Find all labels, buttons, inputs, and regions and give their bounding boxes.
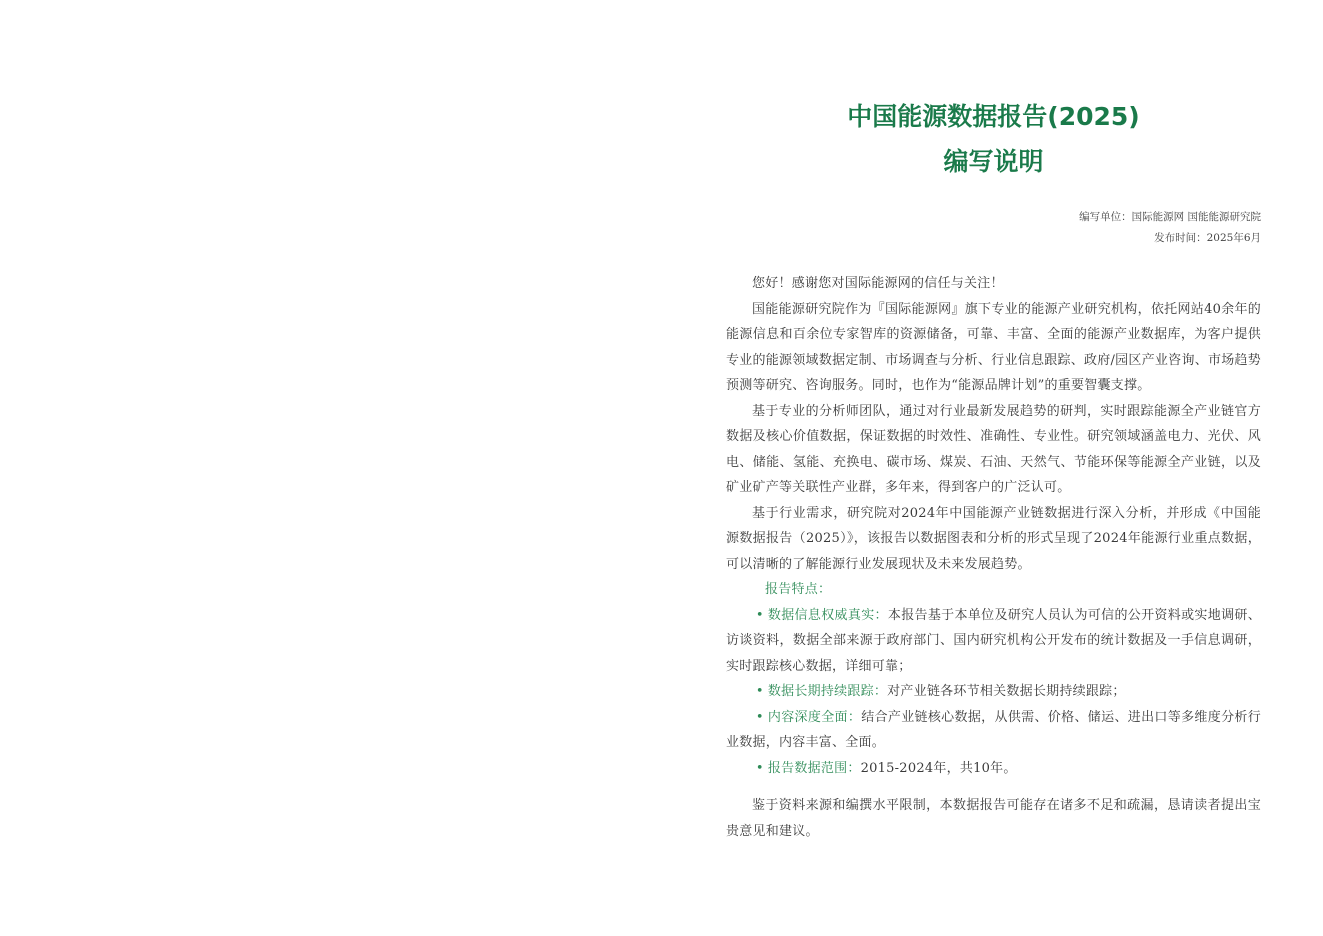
feature-key: 报告数据范围： xyxy=(767,760,861,776)
report-body xyxy=(726,271,1261,844)
feature-key: 数据信息权威真实： xyxy=(767,607,888,623)
feature-item xyxy=(726,705,1261,756)
bullet-icon: • xyxy=(755,709,764,725)
feature-key: 数据长期持续跟踪： xyxy=(767,684,888,699)
closing-paragraph: 鉴于资料来源和编撰水平限制，本数据报告可能存在诸多不足和疏漏，恳请读者提出宝贵意见和建议。 xyxy=(726,798,1261,839)
feature-text: 结合产业链核心数据，从供需、价格、储运、进出口等多维度分析行业数据，内容丰富、全面。 xyxy=(726,709,1261,750)
feature-text: 对产业链各环节相关数据长期持续跟踪； xyxy=(887,684,1126,699)
feature-key: 内容深度全面： xyxy=(767,709,862,725)
demand-paragraph: 基于行业需求，研究院对2024年中国能源产业链数据进行深入分析，并形成《中国能源数据报告（2025）》，该报告以数据图表和分析的形式呈现了2024年能源行业重点数据，可以清晰的了解能源行业发展现状及未来发展趋势。 xyxy=(726,505,1261,572)
report-title: 中国能源数据报告(2025) xyxy=(847,102,1140,131)
publish-date: 发布时间：2025年6月 xyxy=(1154,232,1261,244)
team-paragraph: 基于专业的分析师团队，通过对行业最新发展趋势的研判，实时跟踪能源全产业链官方数据及核心价值数据，保证数据的时效性、准确性、专业性。研究领域涵盖电力、光伏、风电、储能、氢能、充换电、碳市场、煤炭、石油、天然气、节能环保等能源全产业链，以及矿业矿产等关联性产业群，多年来，得到客户的广泛认可。 xyxy=(726,403,1261,495)
bullet-icon: • xyxy=(755,760,764,776)
feature-item xyxy=(726,679,1261,705)
report-subtitle: 编写说明 xyxy=(943,147,1044,176)
feature-item xyxy=(726,603,1261,680)
feature-item xyxy=(726,756,1261,782)
bullet-icon: • xyxy=(755,684,764,699)
features-heading: 报告特点： xyxy=(765,582,832,597)
feature-text: 2015-2024年，共10年。 xyxy=(860,760,1017,776)
bullet-icon: • xyxy=(755,607,764,623)
intro-paragraph: 国能能源研究院作为『国际能源网』旗下专业的能源产业研究机构，依托网站40余年的能源信息和百余位专家智库的资源储备，可靠、丰富、全面的能源产业数据库，为客户提供专业的能源领域数据定制、市场调查与分析、行业信息跟踪、政府/园区产业咨询、市场趋势预测等研究、咨询服务。同时，也作为“能源品牌计划”的重要智囊支撑。 xyxy=(726,301,1261,393)
compiler-unit: 编写单位：国际能源网 国能能源研究院 xyxy=(1079,211,1261,223)
report-page xyxy=(726,0,1261,936)
greeting-paragraph: 您好！感谢您对国际能源网的信任与关注！ xyxy=(752,276,1004,291)
feature-text: 本报告基于本单位及研究人员认为可信的公开资料或实地调研、访谈资料，数据全部来源于政府部门、国内研究机构公开发布的统计数据及一手信息调研，实时跟踪核心数据，详细可靠； xyxy=(726,607,1261,674)
